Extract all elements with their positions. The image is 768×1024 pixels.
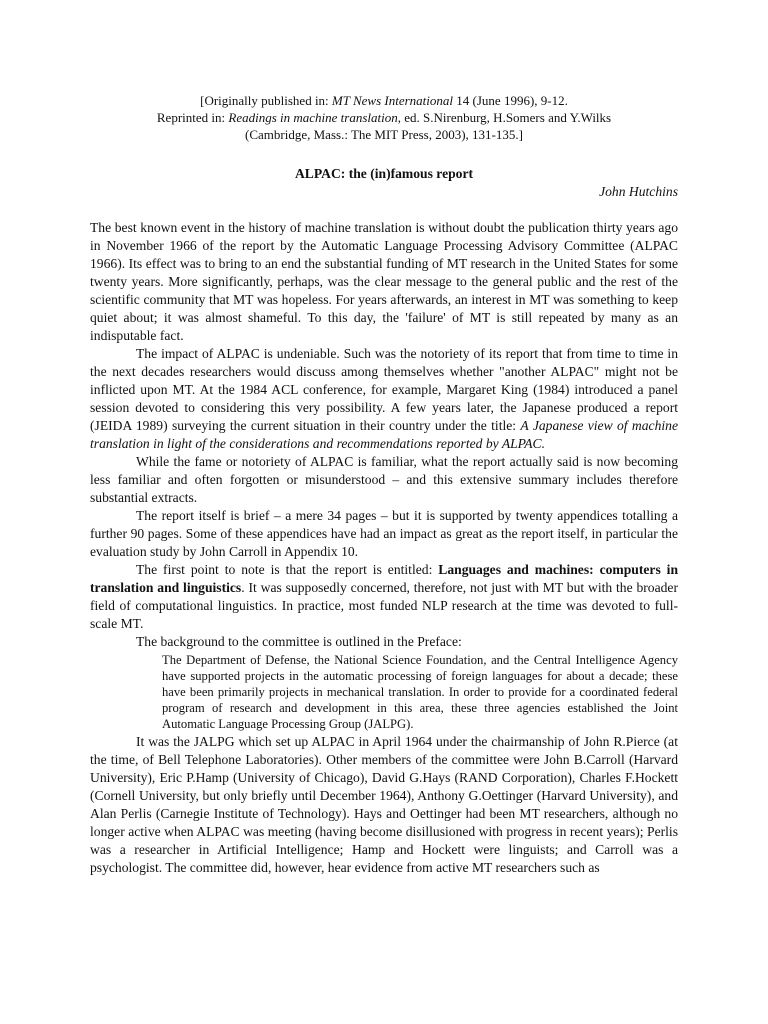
paragraph-2: The impact of ALPAC is undeniable. Such was the notoriety of its report that from time to time in the next decades researchers would discuss among themselves whether "another ALPAC" might not be inflicted upon MT. At the 1984 ACL conference, for example, Margaret King (1984) introduced a panel session devoted to considering this very possibility. A few years later, the Japanese produced a report (JEIDA 1989) surveying the current situation in their country under the title: A Japanese view of machine translation in light of the considerations and recommendations reported by ALPAC. — [90, 346, 678, 451]
paragraph-4: The report itself is brief – a mere 34 pages – but it is supported by twenty appendices totalling a further 90 pages. Some of these appendices have had an impact as great as the report itself, in particular the evaluation study by John Carroll in Appendix 10. — [90, 508, 678, 559]
paragraph-3: While the fame or notoriety of ALPAC is familiar, what the report actually said is now becoming less familiar and often forgotten or misunderstood – and this extensive summary includes therefore substantial extracts. — [90, 454, 678, 505]
paragraph-1: The best known event in the history of machine translation is without doubt the publication thirty years ago in November 1966 of the report by the Automatic Language Processing Advisory Committee (ALPAC 1966). Its effect was to bring to an end the substantial funding of MT research in the United States for some twenty years. More significantly, perhaps, was the clear message to the general public and the rest of the scientific community that MT was hopeless. For years afterwards, an interest in MT was something to keep quiet about; it was almost shameful. To this day, the 'failure' of MT is still repeated by many as an indisputable fact. — [90, 220, 678, 343]
paragraph-7: It was the JALPG which set up ALPAC in April 1964 under the chairmanship of John R.Pierce (at the time, of Bell Telephone Laboratories). Other members of the committee were John B.Carroll (Harvard University), Eric P.Hamp (University of Chicago), David G.Hays (RAND Corporation), Charles F.Hockett (Cornell University, but only briefly until December 1964), Anthony G.Oettinger (Harvard University), and Alan Perlis (Carnegie Institute of Technology). Hays and Oettinger had been MT researchers, although no longer active when ALPAC was meeting (having become disillusioned with progress in recent years); Perlis was a researcher in Artificial Intelligence; Hamp and Hockett were linguists; and Carroll was a psychologist. The committee did, however, hear evidence from active MT researchers such as — [90, 734, 678, 875]
paragraph-6: The background to the committee is outlined in the Preface: — [136, 634, 462, 649]
paragraph-5: The first point to note is that the report is entitled: Languages and machines: computers in translation and linguistics. It was supposedly concerned, therefore, not just with MT but with the broader field of computational linguistics. In practice, most funded NLP research at the time was devoted to full-scale MT. — [90, 562, 679, 631]
publication-header — [90, 92, 678, 143]
header-line-2: Reprinted in: Readings in machine translation, ed. S.Nirenburg, H.Somers and Y.Wilks — [156, 110, 612, 125]
article-body — [90, 219, 678, 877]
article-title: ALPAC: the (in)famous report — [294, 166, 474, 181]
header-line-3: (Cambridge, Mass.: The MIT Press, 2003), 131-135.] — [245, 127, 523, 142]
book-title: Readings in machine translation — [228, 110, 398, 125]
journal-title: MT News International — [331, 93, 454, 108]
report-title-bold: Languages and machines: computers in translation and linguistics — [90, 562, 679, 595]
article-author: John Hutchins — [599, 184, 678, 199]
report-title-italic: A Japanese view of machine translation in light of the considerations and recommendations reported by ALPAC. — [90, 418, 678, 451]
header-line-1: [Originally published in: MT News International 14 (June 1996), 9-12. — [200, 93, 568, 108]
block-quote: The Department of Defense, the National Science Foundation, and the Central Intelligence Agency have supported projects in the automatic processing of foreign languages for about a decade; these have been primarily projects in mechanical translation. In order to provide for a coordinated federal program of research and development in this area, these three agencies established the Joint Automatic Language Processing Group (JALPG). — [162, 653, 678, 731]
document-page — [90, 92, 678, 877]
